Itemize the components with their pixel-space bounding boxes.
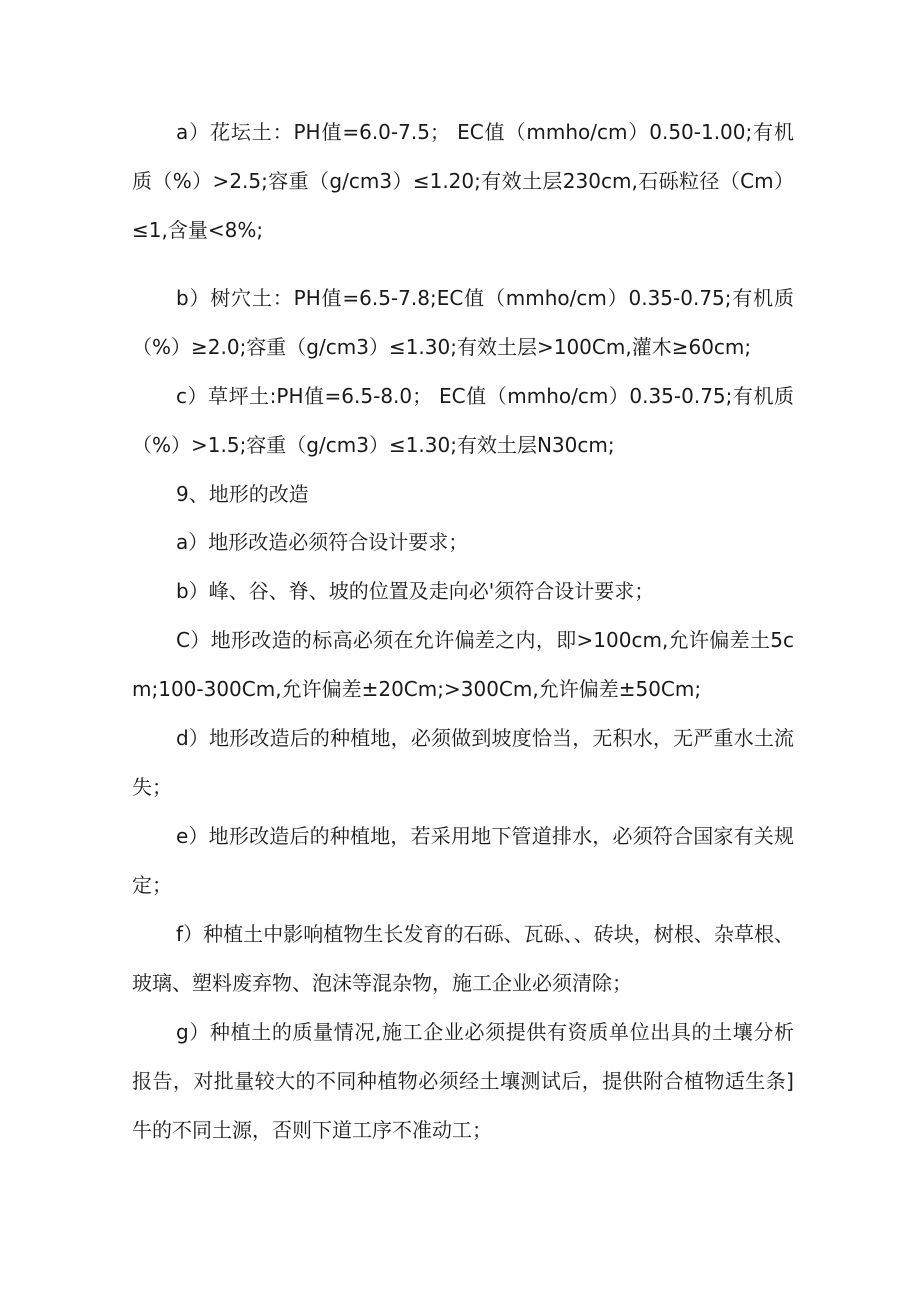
paragraph-lawn-soil: c）草坪土:PH值=6.5-8.0； EC值（mmho/cm）0.35-0.75;有机质（%）>1.5;容重（g/cm3）≤1.30;有效土层N30cm; [132, 384, 794, 457]
paragraph-terrain-d: d）地形改造后的种植地，必须做到坡度恰当，无积水，无严重水土流失； [132, 726, 794, 799]
paragraph-tree-pit-soil: b）树穴土：PH值=6.5-7.8;EC值（mmho/cm）0.35-0.75;有机质（%）≥2.0;容重（g/cm3）≤1.30;有效土层>100Cm,灌木≥60cm; [132, 286, 794, 359]
paragraph-terrain-g: g）种植土的质量情况,施工企业必须提供有资质单位出具的土壤分析报告，对批量较大的不同种植物必须经土壤测试后，提供附合植物适生条]牛的不同土源，否则下道工序不准动工； [132, 1020, 794, 1142]
paragraph-flowerbed-soil: a）花坛土：PH值=6.0-7.5； EC值（mmho/cm）0.50-1.00;有机质（%）>2.5;容重（g/cm3）≤1.20;有效土层230cm,石砾粒径（Cm）≤1,含量<8%; [132, 120, 794, 242]
paragraph-terrain-c: C）地形改造的标高必须在允许偏差之内，即>100cm,允许偏差土5cm;100-300Cm,允许偏差±20Cm;>300Cm,允许偏差±50Cm; [132, 628, 794, 701]
paragraph-terrain-b: b）峰、谷、脊、坡的位置及走向必'须符合设计要求； [176, 579, 655, 603]
section-heading-terrain: 9、地形的改造 [176, 482, 309, 506]
paragraph-terrain-a: a）地形改造必须符合设计要求； [176, 530, 469, 554]
paragraph-terrain-e: e）地形改造后的种植地，若采用地下管道排水，必须符合国家有关规定； [132, 824, 794, 897]
paragraph-terrain-f: f）种植土中影响植物生长发育的石砾、瓦砾、、砖块，树根、杂草根、玻璃、塑料废弃物、泡沫等混杂物，施工企业必须清除； [132, 922, 794, 995]
